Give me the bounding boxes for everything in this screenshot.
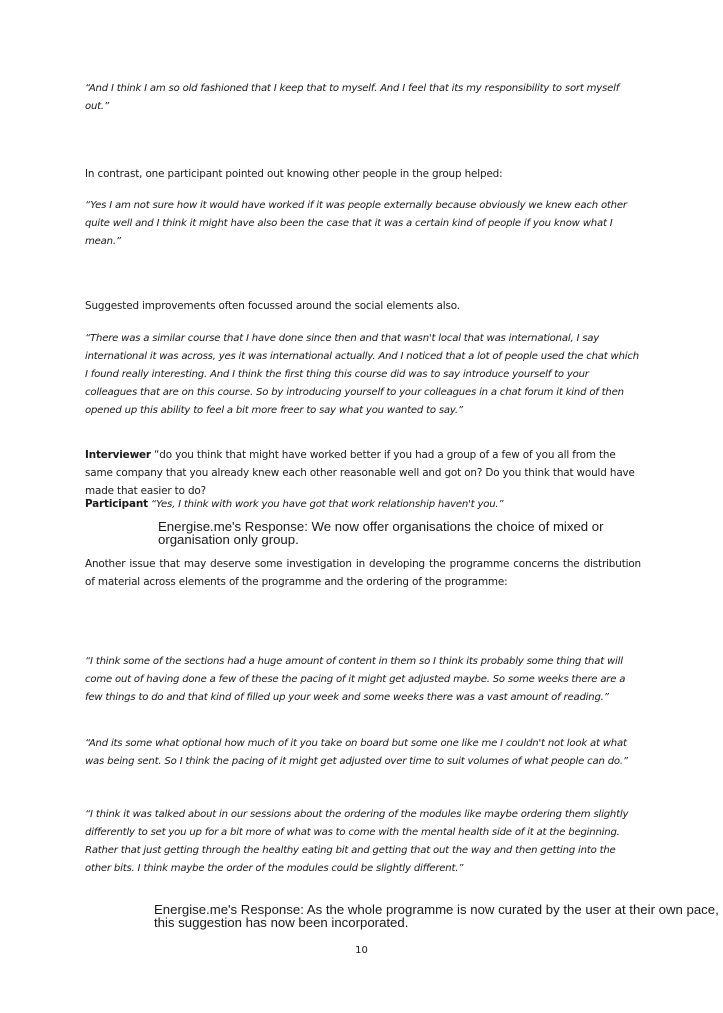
quote-old-fashioned: “And I think I am so old fashioned that I keep that to myself. And I feel that its my responsibility to sort myself out.” — [85, 83, 620, 112]
participant-label: Participant — [85, 498, 148, 510]
interviewer-paragraph — [85, 446, 641, 500]
quote-externally: “Yes I am not sure how it would have worked if it was people externally because obviously we knew each other quite well and I think it might have also been the case that it was a certain kind of people if you know what I mean.” — [85, 200, 627, 247]
interviewer-question: “do you think that might have worked better if you had a group of a few of you all from the same company that you already knew each other reasonable well and got on? Do you think that would have made that easier to do? — [85, 449, 635, 497]
quote-sections-content: “I think some of the sections had a huge amount of content in them so I think its probably some thing that will come out of having done a few of these the pacing of it might get adjusted maybe. So some weeks there are a few things to do and that kind of filled up your week and some weeks there was a vast amount of reading.” — [85, 656, 626, 703]
participant-answer: “Yes, I think with work you have got that work relationship haven't you.” — [147, 499, 504, 510]
participant-paragraph — [85, 495, 641, 514]
energise-response-groups: Energise.me's Response: We now offer organisations the choice of mixed or organisation only group. — [158, 519, 604, 547]
contrast-intro-paragraph: In contrast, one participant pointed out knowing other people in the group helped: — [85, 168, 503, 180]
interviewer-label: Interviewer — [85, 449, 151, 461]
energise-response-pace: Energise.me's Response: As the whole programme is now curated by the user at their own pace, this suggestion has now been incorporated. — [154, 902, 719, 930]
quote-optional-pacing: “And its some what optional how much of it you take on board but some one like me I couldn't not look at what was being sent. So I think the pacing of it might get adjusted over time to suit volumes of what people can do.” — [85, 738, 628, 767]
page-number: 10 — [355, 945, 368, 956]
distribution-intro-paragraph: Another issue that may deserve some investigation in developing the programme concerns the distribution of material across elements of the programme and the ordering of the programme: — [85, 558, 641, 588]
improvements-intro-paragraph: Suggested improvements often focussed around the social elements also. — [85, 300, 460, 312]
quote-module-ordering: “I think it was talked about in our sessions about the ordering of the modules like maybe ordering them slightly differently to set you up for a bit more of what was to come with the mental health side of it at the beginning. Rather that just getting through the healthy eating bit and getting that out the way and then getting into the other bits. I think maybe the order of the modules could be slightly different.” — [85, 809, 629, 874]
quote-similar-course: “There was a similar course that I have done since then and that wasn't local that was international, I say international it was across, yes it was international actually. And I noticed that a lot of people used the chat which I found really interesting. And I think the first thing this course did was to say introduce yourself to your colleagues that are on this course. So by introducing yourself to your colleagues in a chat forum it kind of then opened up this ability to feel a bit more freer to say what you wanted to say.” — [85, 333, 639, 416]
